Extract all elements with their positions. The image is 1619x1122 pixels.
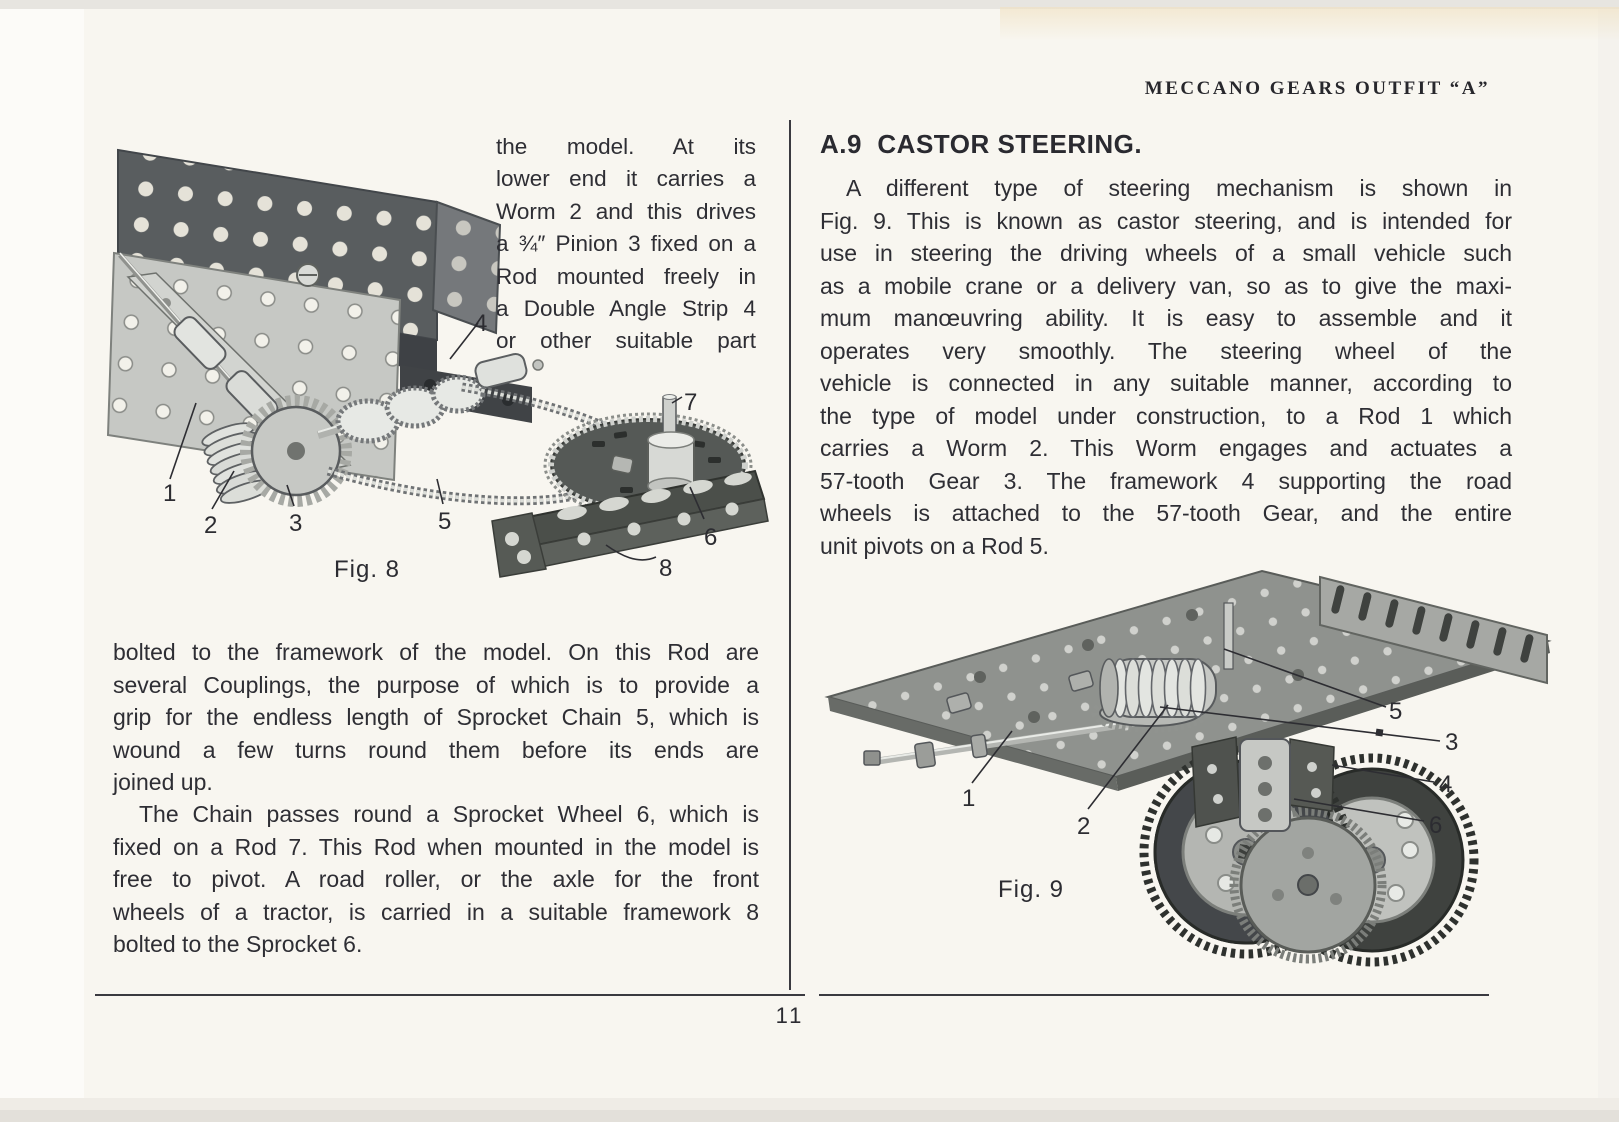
footer-rule-left	[95, 994, 805, 996]
left-paragraph-2	[113, 798, 759, 961]
text-line: vehicle is connected in any suitable manner, according to	[820, 370, 1512, 397]
fig8-callout-2: 2	[204, 512, 218, 539]
text-line: joined up.	[113, 769, 213, 796]
page-top-cream-band	[1000, 7, 1619, 41]
text-line: wound a few turns round them before its ends are	[113, 736, 759, 763]
footer-rule-right	[819, 994, 1489, 996]
fig9-callout-1: 1	[962, 785, 976, 812]
left-paragraph-1	[113, 636, 759, 799]
text-line: unit pivots on a Rod 5.	[820, 533, 1049, 560]
text-line: Rod mounted freely in	[496, 263, 756, 289]
page-right-edge	[1598, 0, 1619, 1122]
text-line: use in steering the driving wheels of a small vehicle such	[820, 240, 1512, 267]
fig8-callout-6: 6	[704, 524, 718, 551]
text-line: a Double Angle Strip 4	[496, 296, 756, 322]
right-body-paragraph	[820, 172, 1512, 563]
fig8-callout-3: 3	[289, 510, 303, 537]
fig9-57-tooth-gear	[1234, 811, 1382, 959]
text-line: or other suitable part	[496, 328, 756, 354]
text-line: several Couplings, the purpose of which is to provide a	[113, 671, 759, 698]
page-bottom-shadow	[0, 1110, 1619, 1122]
fig9-callout-2: 2	[1077, 813, 1091, 840]
text-line: grip for the endless length of Sprocket Chain 5, which is	[113, 704, 759, 731]
text-line: mum manœuvring ability. It is easy to assemble and it	[820, 305, 1512, 332]
section-heading: A.9 CASTOR STEERING.	[820, 129, 1143, 159]
fig9-worm	[1100, 659, 1216, 717]
left-intro-block	[496, 131, 756, 358]
fig9-callout-3: 3	[1445, 729, 1459, 756]
text-line: A different type of steering mechanism is shown in	[846, 175, 1512, 201]
text-line: lower end it carries a	[496, 166, 756, 192]
text-line: The Chain passes round a Sprocket Wheel 6, which is	[139, 801, 759, 827]
fig9-callout-6: 6	[1429, 812, 1443, 839]
text-line: as a mobile crane or a delivery van, so as to give the maxi-	[820, 272, 1512, 299]
fig8-callout-5: 5	[438, 508, 452, 535]
text-line: wheels is attached to the 57-tooth Gear, and the entire	[820, 500, 1512, 527]
page-number: 11	[775, 1003, 805, 1028]
text-line: Fig. 9. This is known as castor steering, and is intended for	[820, 207, 1512, 234]
text-line: fixed on a Rod 7. This Rod when mounted in the model is	[113, 833, 759, 860]
fig9-callout-4: 4	[1439, 771, 1453, 798]
page-left-margin	[0, 0, 84, 1122]
fig8-callout-4: 4	[474, 310, 488, 337]
fig9-photo	[820, 555, 1560, 975]
text-line: a ¾″ Pinion 3 fixed on a	[496, 231, 756, 257]
text-line: wheels of a tractor, is carried in a suitable framework 8	[113, 898, 759, 925]
fig8-callout-8: 8	[659, 555, 673, 582]
text-line: free to pivot. A road roller, or the axle for the front	[113, 866, 759, 893]
text-line: the model. At its	[496, 134, 756, 159]
text-line: Worm 2 and this drives	[496, 198, 756, 224]
text-line: bolted to the framework of the model. On this Rod are	[113, 639, 759, 665]
fig8-callout-7: 7	[684, 389, 698, 416]
fig9-caption: Fig. 9	[998, 876, 1065, 903]
text-line: bolted to the Sprocket 6.	[113, 931, 363, 958]
fig8-caption: Fig. 8	[334, 556, 401, 583]
page-bottom-edge	[0, 1098, 1619, 1110]
text-line: 57-tooth Gear 3. The framework 4 supporting the road	[820, 467, 1512, 494]
fig9-callout-5: 5	[1389, 698, 1403, 725]
text-line: carries a Worm 2. This Worm engages and actuates a	[820, 435, 1512, 462]
running-header: MECCANO GEARS OUTFIT “A”	[1144, 78, 1490, 99]
text-line: the type of model under construction, to a Rod 1 which	[820, 402, 1512, 429]
fig8-callout-1: 1	[163, 480, 177, 507]
text-line: operates very smoothly. The steering wheel of the	[820, 337, 1512, 364]
